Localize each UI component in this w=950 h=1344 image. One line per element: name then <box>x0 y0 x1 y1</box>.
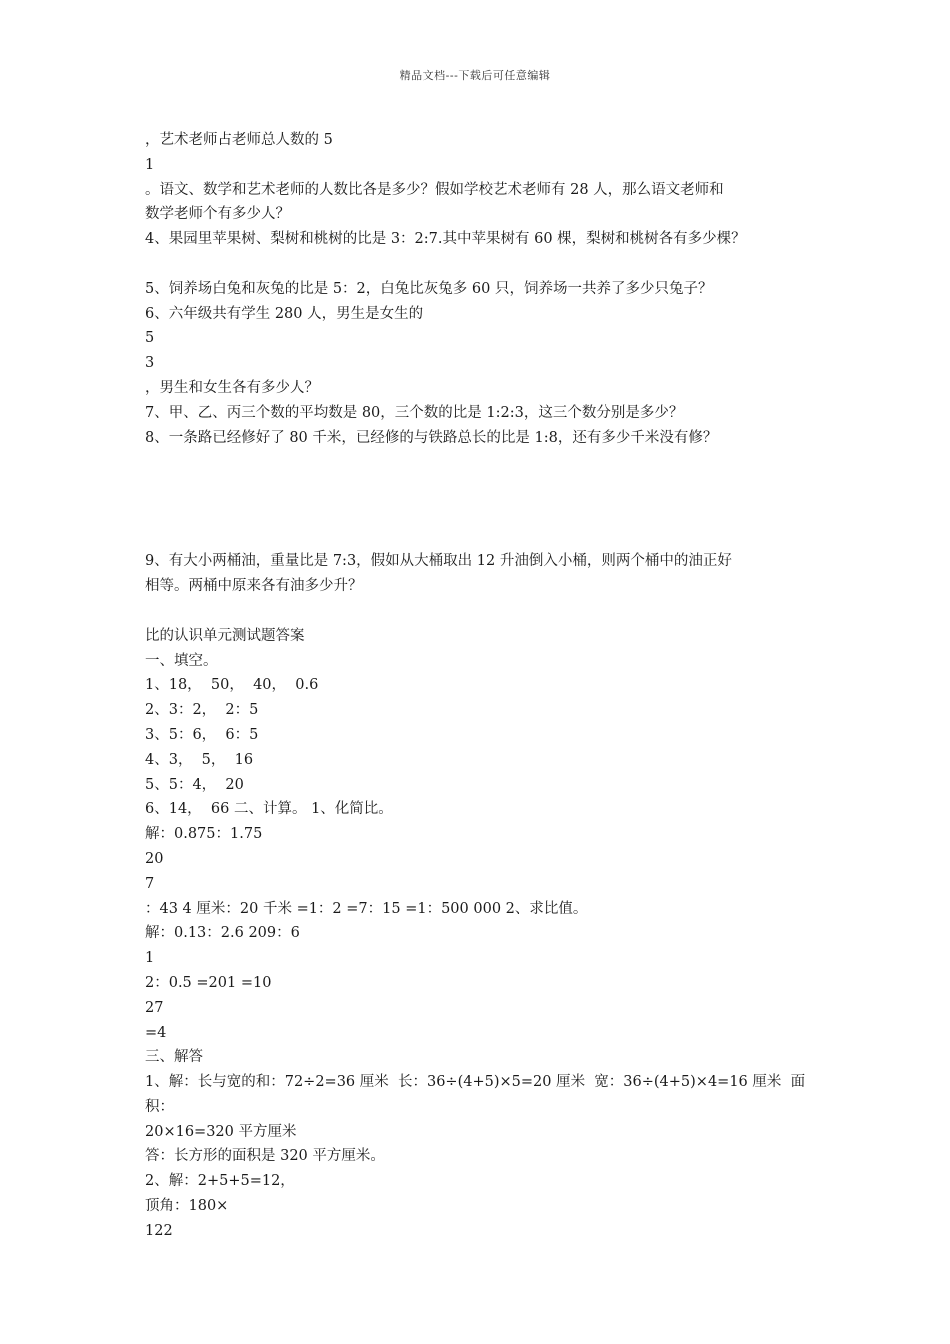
text-line: 5、5：4， 20 <box>145 776 244 793</box>
text-line: 顶角：180× <box>145 1198 229 1215</box>
problems-section-1 <box>145 128 825 252</box>
text-line: ，艺术老师占老师总人数的 5 <box>145 132 333 148</box>
text-line: 3、5：6， 6：5 <box>145 726 259 743</box>
text-line: 解：0.875：1.75 <box>145 826 263 843</box>
text-line: 1、解：长与宽的和：72÷2=36 厘米 长：36÷(4+5)×5=20 厘米 宽：36÷(4+5)×4=16 厘米 面积： <box>145 1074 806 1115</box>
problems-section-3 <box>145 549 825 599</box>
blank-space <box>145 450 825 549</box>
text-line: 7、甲、乙、丙三个数的平均数是 80，三个数的比是 1:2:3，这三个数分别是多少？ <box>145 404 684 421</box>
text-line: 3 <box>145 355 155 372</box>
text-line: 6、六年级共有学生 280 人，男生是女生的 <box>145 305 424 322</box>
text-line: 1 <box>145 950 155 967</box>
text-line: 20×16=320 平方厘米 <box>145 1123 297 1140</box>
text-line: 20 <box>145 850 164 867</box>
text-line: 4、果园里苹果树、梨树和桃树的比是 3：2:7.其中苹果树有 60 棵，梨树和桃树各有多少棵？ <box>145 231 746 248</box>
blank-space <box>145 252 825 277</box>
answers-title: 比的认识单元测试题答案 <box>145 627 305 644</box>
text-line: 2、解：2+5+5=12， <box>145 1173 295 1190</box>
document-body <box>145 128 825 1244</box>
text-line: 5 <box>145 330 155 347</box>
text-line: 122 <box>145 1222 173 1239</box>
answers-section <box>145 624 825 1244</box>
text-line: 5、饲养场白兔和灰兔的比是 5：2，白兔比灰兔多 60 只，饲养场一共养了多少只兔子？ <box>145 280 713 297</box>
text-line: 9、有大小两桶油，重量比是 7:3，假如从大桶取出 12 升油倒入小桶，则两个桶中的油正好 <box>145 553 732 570</box>
text-line: ：43 4 厘米：20 千米 =1：2 =7：15 =1：500 000 2、求比值。 <box>145 900 588 917</box>
text-line: 三、解答 <box>145 1049 203 1066</box>
blank-space <box>145 599 825 624</box>
text-line: 答：长方形的面积是 320 平方厘米。 <box>145 1148 385 1165</box>
text-line: 。语文、数学和艺术老师的人数比各是多少？假如学校艺术老师有 28 人，那么语文老师和 <box>145 181 724 198</box>
page-header: 精品文档---下载后可任意编辑 <box>399 69 551 82</box>
text-line: 7 <box>145 875 155 892</box>
text-line: ，男生和女生各有多少人？ <box>145 379 319 396</box>
text-line: 27 <box>145 999 164 1016</box>
text-line: 1 <box>145 156 155 173</box>
text-line: 解：0.13：2.6 209：6 <box>145 925 300 942</box>
text-line: 相等。两桶中原来各有油多少升？ <box>145 578 363 595</box>
text-line: 6、14， 66 二、计算。 1、化简比。 <box>145 801 393 818</box>
text-line: 数学老师个有多少人？ <box>145 206 290 223</box>
text-line: 1、18， 50， 40， 0.6 <box>145 677 319 694</box>
problems-section-2 <box>145 277 825 451</box>
text-line: 2、3：2， 2：5 <box>145 702 259 719</box>
text-line: 2：0.5 =201 =10 <box>145 974 272 991</box>
text-line: 一、填空。 <box>145 652 218 669</box>
text-line: 8、一条路已经修好了 80 千米，已经修的与铁路总长的比是 1:8，还有多少千米没有修？ <box>145 429 718 446</box>
text-line: =4 <box>145 1024 167 1041</box>
text-line: 4、3， 5， 16 <box>145 751 254 768</box>
